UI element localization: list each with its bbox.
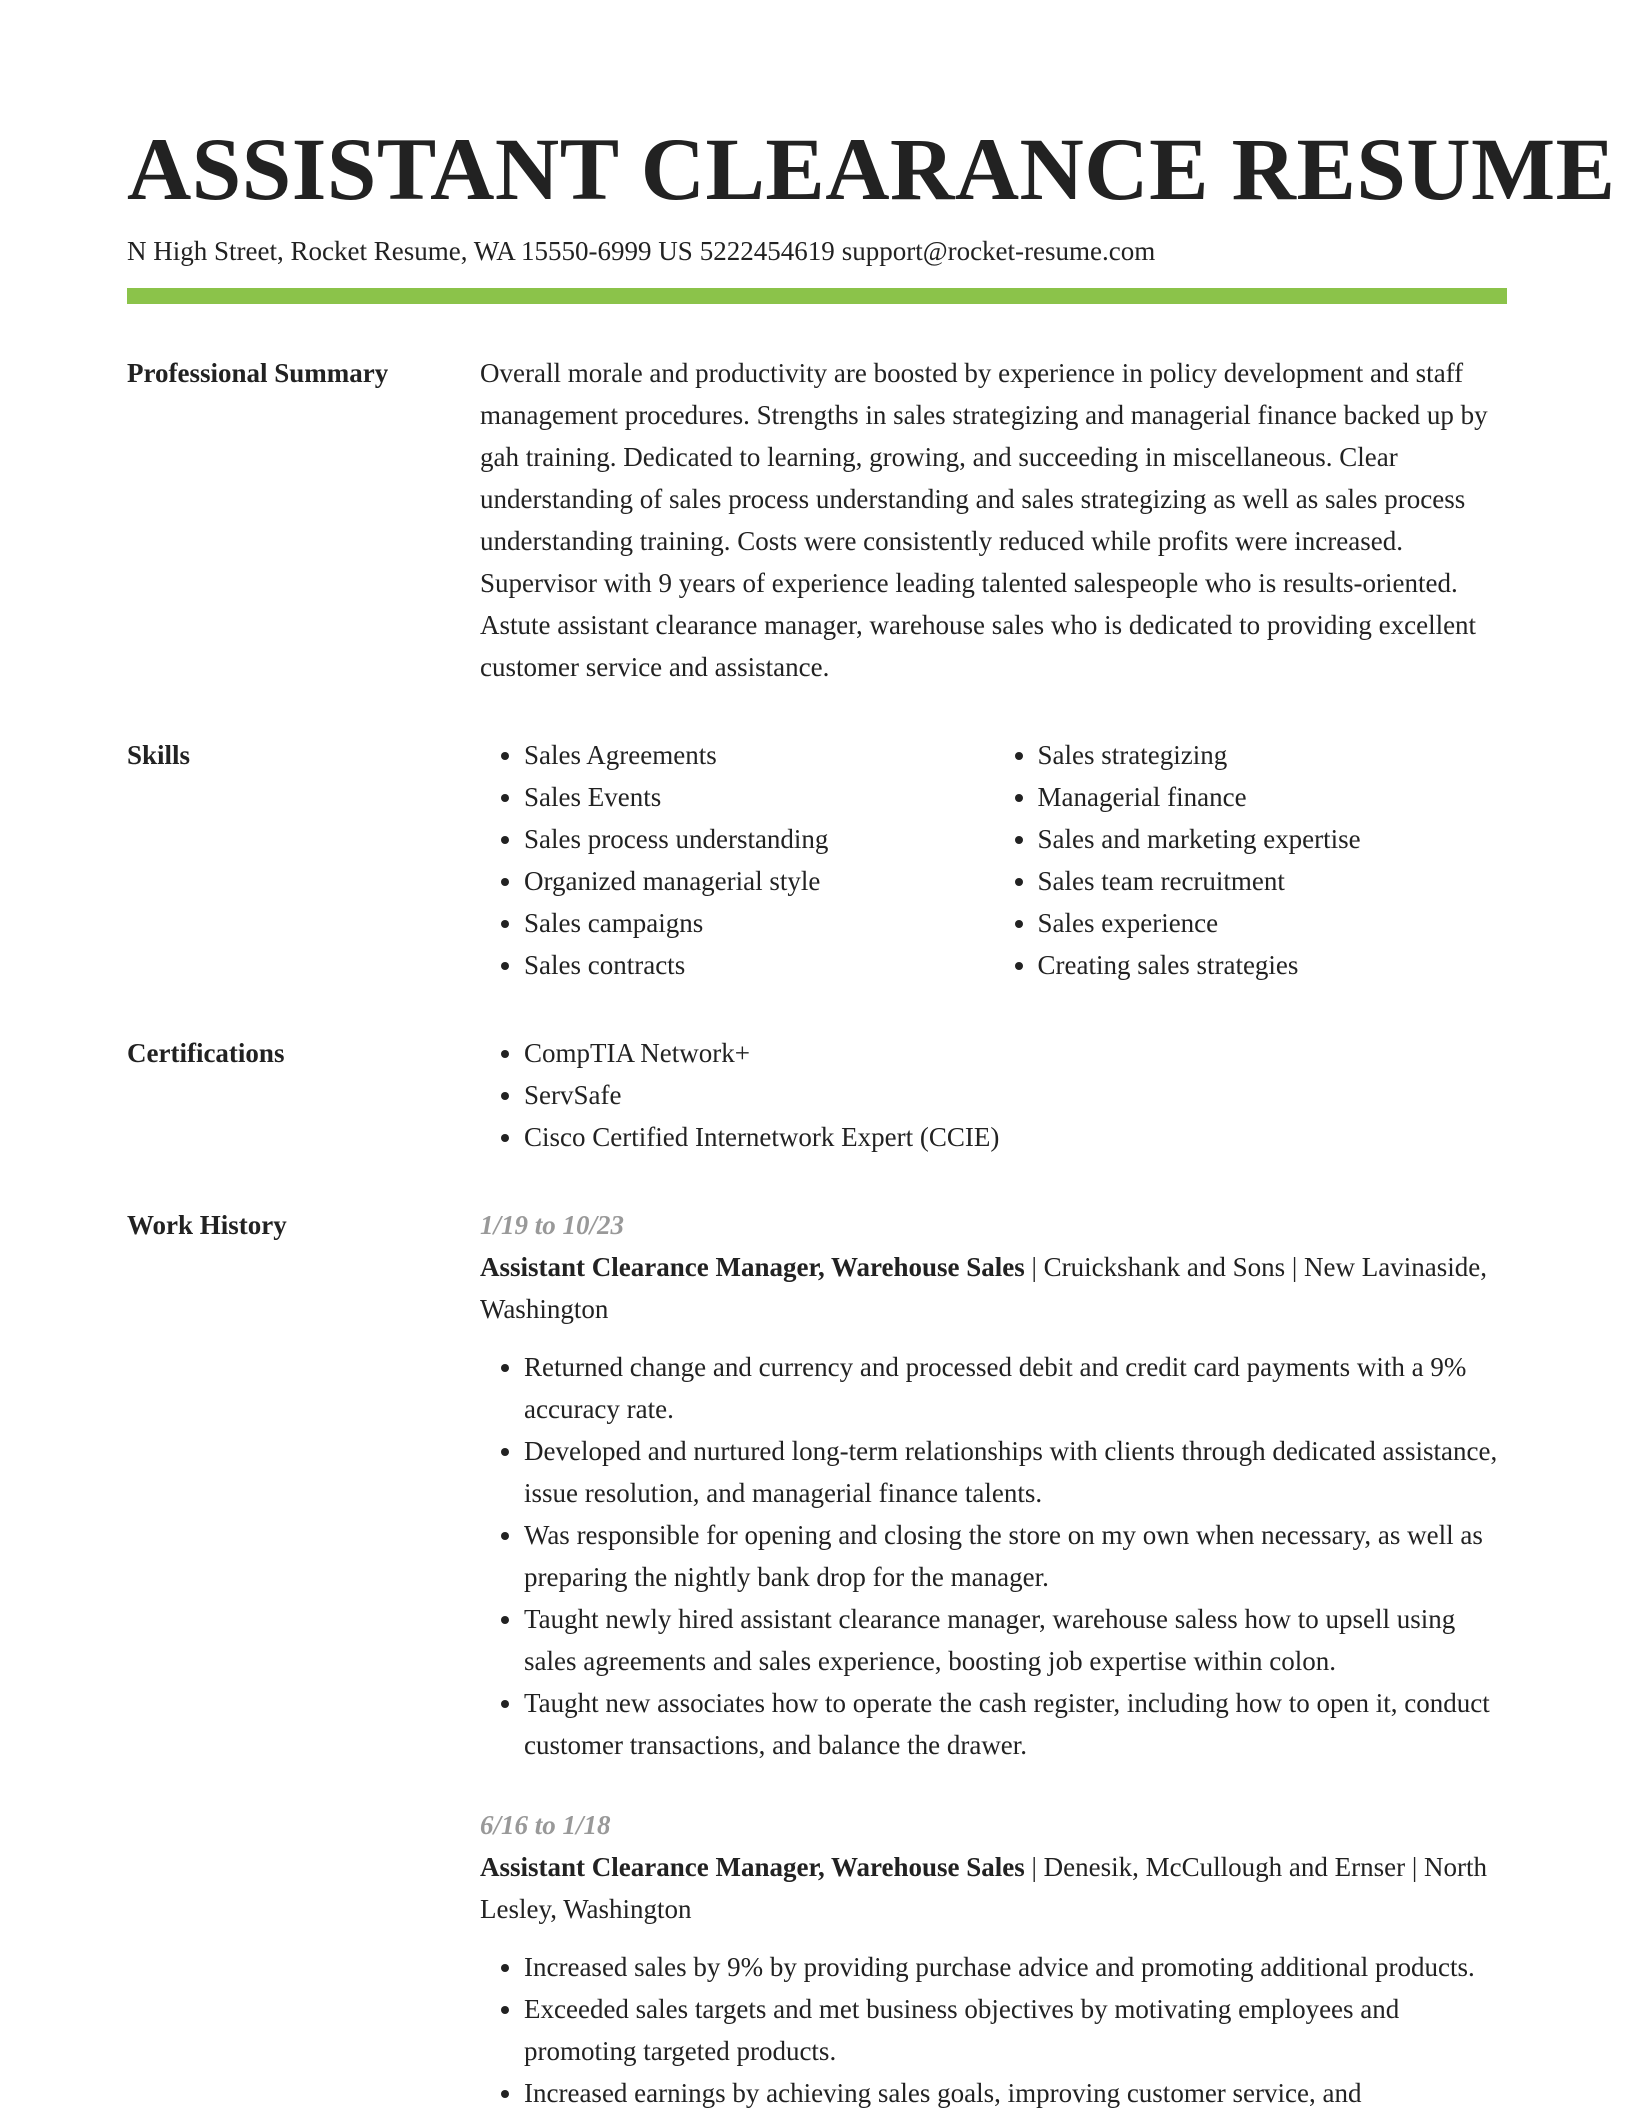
section-label-work-history: Work History bbox=[127, 1210, 287, 1240]
header-divider bbox=[127, 288, 1507, 304]
section-label-skills: Skills bbox=[127, 740, 191, 770]
job-bullet: • Increased earnings by achieving sales goals, improving customer service, and bbox=[524, 2072, 1507, 2114]
skill-item: • Creating sales strategies bbox=[1038, 944, 1508, 986]
skill-item: • Sales Events bbox=[524, 776, 994, 818]
resume-title: ASSISTANT CLEARANCE RESUME bbox=[127, 121, 1616, 219]
certification-item: • CompTIA Network+ bbox=[524, 1032, 1507, 1074]
skill-item: • Sales process understanding bbox=[524, 818, 994, 860]
job-bullet: • Taught newly hired assistant clearance manager, warehouse saless how to upsell using sales agreements and sales experience, boosting job expertise within colon. bbox=[524, 1598, 1507, 1682]
certification-item: • ServSafe bbox=[524, 1074, 1507, 1116]
job-bullets bbox=[480, 1946, 1507, 2114]
skill-item: • Sales strategizing bbox=[1038, 734, 1508, 776]
resume-page bbox=[127, 120, 1616, 2114]
job-heading bbox=[480, 1846, 1507, 1930]
job-bullet: • Increased sales by 9% by providing purchase advice and promoting additional products. bbox=[524, 1946, 1507, 1988]
skill-item: • Sales Agreements bbox=[524, 734, 994, 776]
job-entry bbox=[480, 1804, 1507, 2114]
skill-item: • Managerial finance bbox=[1038, 776, 1508, 818]
job-bullet: • Developed and nurtured long-term relationships with clients through dedicated assistance, issue resolution, and managerial finance talents. bbox=[524, 1430, 1507, 1514]
job-bullets bbox=[480, 1346, 1507, 1766]
certifications-list bbox=[480, 1032, 1507, 1158]
contact-address: N High Street, Rocket Resume, WA 15550-6999 US bbox=[127, 236, 693, 266]
skill-item: • Sales experience bbox=[1038, 902, 1508, 944]
skills-list-right bbox=[994, 734, 1508, 986]
skill-item: • Sales and marketing expertise bbox=[1038, 818, 1508, 860]
skill-item: • Sales campaigns bbox=[524, 902, 994, 944]
job-title: Assistant Clearance Manager, Warehouse Sales bbox=[480, 1852, 1025, 1882]
job-title: Assistant Clearance Manager, Warehouse Sales bbox=[480, 1252, 1025, 1282]
job-bullet: • Was responsible for opening and closing the store on my own when necessary, as well as preparing the nightly bank drop for the manager. bbox=[524, 1514, 1507, 1598]
job-bullet: • Returned change and currency and processed debit and credit card payments with a 9% accuracy rate. bbox=[524, 1346, 1507, 1430]
summary-text: Overall morale and productivity are boosted by experience in policy development and staff management procedures. Strengths in sales strategizing and managerial finance backed up by gah training. Dedicated to learning, growing, and succeeding in miscellaneous. Clear understanding of sales process understanding and sales strategizing as well as sales process understanding training. Costs were consistently reduced while profits were increased. Supervisor with 9 years of experience leading talented salespeople who is results-oriented. Astute assistant clearance manager, warehouse sales who is dedicated to providing excellent customer service and assistance. bbox=[480, 358, 1488, 682]
job-heading bbox=[480, 1246, 1507, 1330]
section-label-summary: Professional Summary bbox=[127, 358, 389, 388]
contact-line bbox=[127, 234, 1507, 268]
contact-phone: 5222454619 bbox=[699, 236, 835, 266]
summary-section bbox=[127, 352, 1507, 688]
job-entry bbox=[480, 1204, 1507, 1766]
skill-item: • Sales contracts bbox=[524, 944, 994, 986]
job-bullet: • Exceeded sales targets and met business objectives by motivating employees and promoting targeted products. bbox=[524, 1988, 1507, 2072]
skills-section bbox=[127, 734, 1507, 986]
job-details: | Denesik, McCullough and Ernser | North Lesley, Washington bbox=[480, 1852, 1487, 1924]
work-history-section bbox=[127, 1204, 1507, 2114]
skill-item: • Sales team recruitment bbox=[1038, 860, 1508, 902]
job-bullet: • Taught new associates how to operate the cash register, including how to open it, conduct customer transactions, and balance the drawer. bbox=[524, 1682, 1507, 1766]
contact-email: support@rocket-resume.com bbox=[841, 236, 1156, 266]
job-dates: 6/16 to 1/18 bbox=[480, 1810, 611, 1840]
job-dates: 1/19 to 10/23 bbox=[480, 1210, 625, 1240]
section-label-certifications: Certifications bbox=[127, 1038, 285, 1068]
skill-item: • Organized managerial style bbox=[524, 860, 994, 902]
skills-list-left bbox=[480, 734, 994, 986]
certifications-section bbox=[127, 1032, 1507, 1158]
job-details: | Cruickshank and Sons | New Lavinaside, Washington bbox=[480, 1252, 1487, 1324]
certification-item: • Cisco Certified Internetwork Expert (CCIE) bbox=[524, 1116, 1507, 1158]
